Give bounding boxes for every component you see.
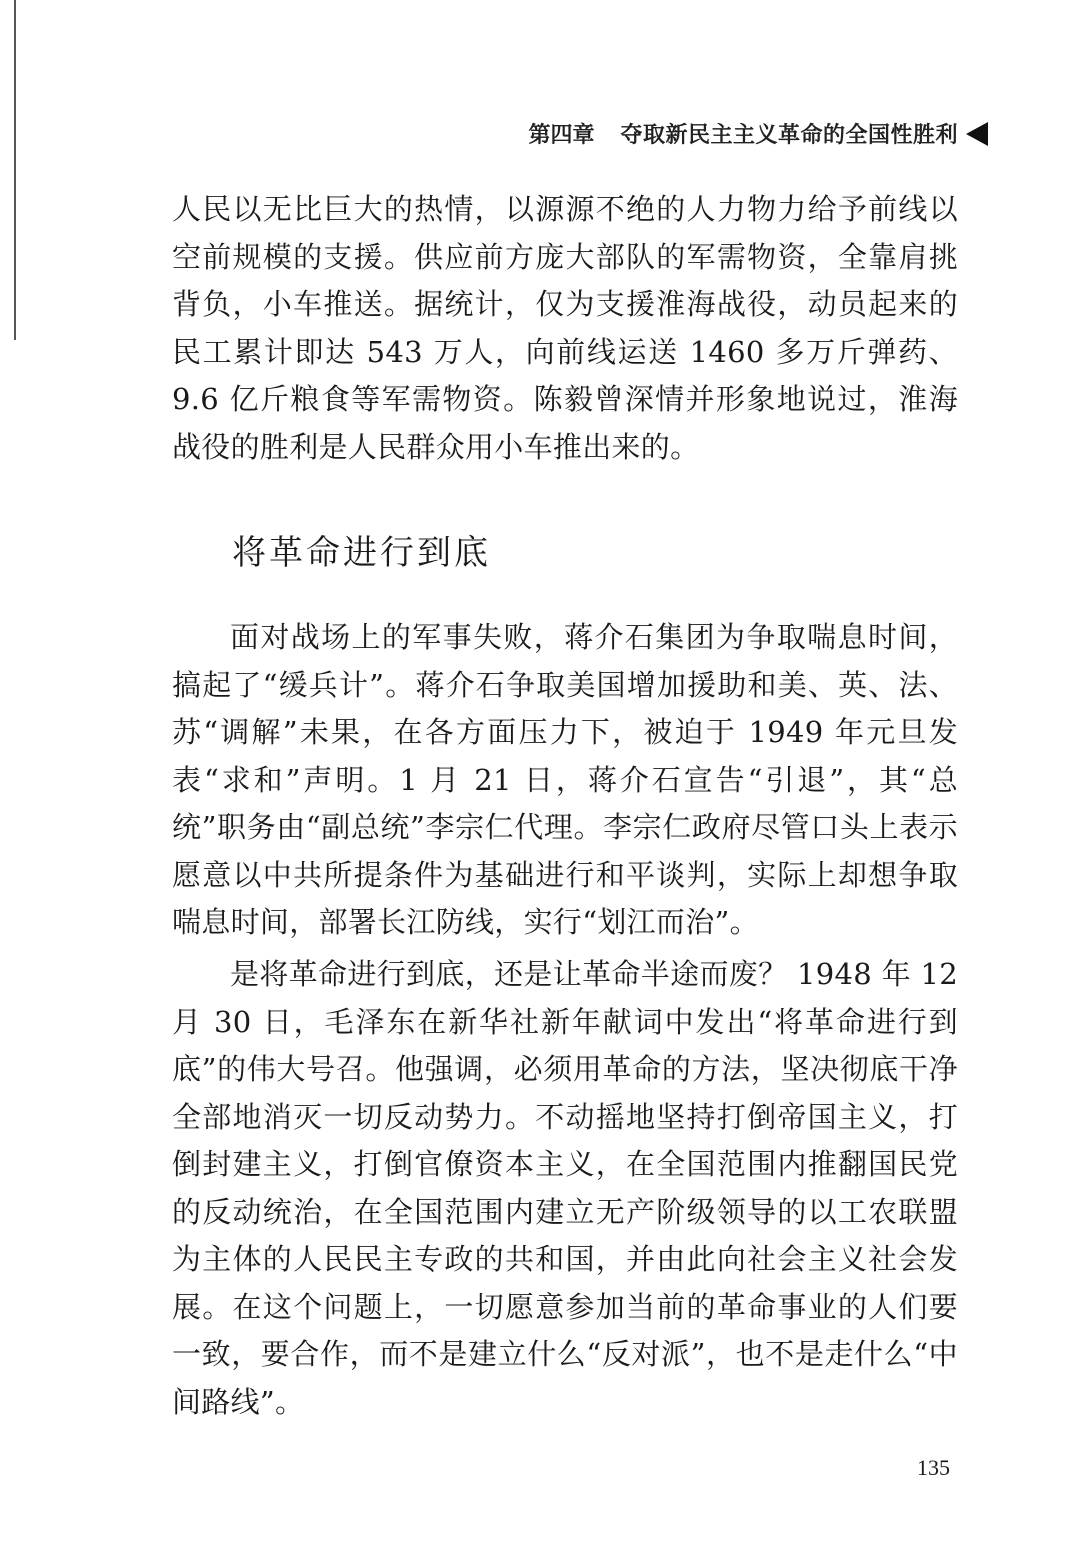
body-paragraph-1: 人民以无比巨大的热情，以源源不绝的人力物力给予前线以空前规模的支援。供应前方庞大部队的军需物资，全靠肩挑背负，小车推送。据统计，仅为支援淮海战役，动员起来的民工累计即达 543 万人，向前线运送 1460 多万斤弹药、9.6 亿斤粮食等军需物资。陈毅曾深情并形象地说过，淮海战役的胜利是人民群众用小车推出来的。 [172,192,958,464]
chapter-label: 第四章 [528,123,595,148]
triangle-left-icon [966,122,988,146]
body-paragraph-3: 是将革命进行到底，还是让革命半途而废？ 1948 年 12 月 30 日，毛泽东在新华社新年献词中发出“将革命进行到底”的伟大号召。他强调，必须用革命的方法，坚决彻底干净全部地消灭一切反动势力。不动摇地坚持打倒帝国主义，打倒封建主义，打倒官僚资本主义，在全国范围内推翻国民党的反动统治，在全国范围内建立无产阶级领导的以工农联盟为主体的人民民主专政的共和国，并由此向社会主义社会发展。在这个问题上，一切愿意参加当前的革命事业的人们要一致，要合作，而不是建立什么“反对派”，也不是走什么“中间路线”。 [172,957,958,1419]
chapter-title: 夺取新民主主义革命的全国性胜利 [620,123,958,148]
body-paragraph-2: 面对战场上的军事失败，蒋介石集团为争取喘息时间，搞起了“缓兵计”。蒋介石争取美国增加援助和美、英、法、苏“调解”未果，在各方面压力下，被迫于 1949 年元旦发表“求和”声明。1 月 21 日，蒋介石宣告“引退”，其“总统”职务由“副总统”李宗仁代理。李宗仁政府尽管口头上表示愿意以中共所提条件为基础进行和平谈判，实际上却想争取喘息时间，部署长江防线，实行“划江而治”。 [172,620,958,939]
binding-gutter-line [14,0,16,340]
running-header [528,118,988,149]
section-heading: 将革命进行到底 [232,533,491,573]
page-number: 135 [917,1455,950,1480]
